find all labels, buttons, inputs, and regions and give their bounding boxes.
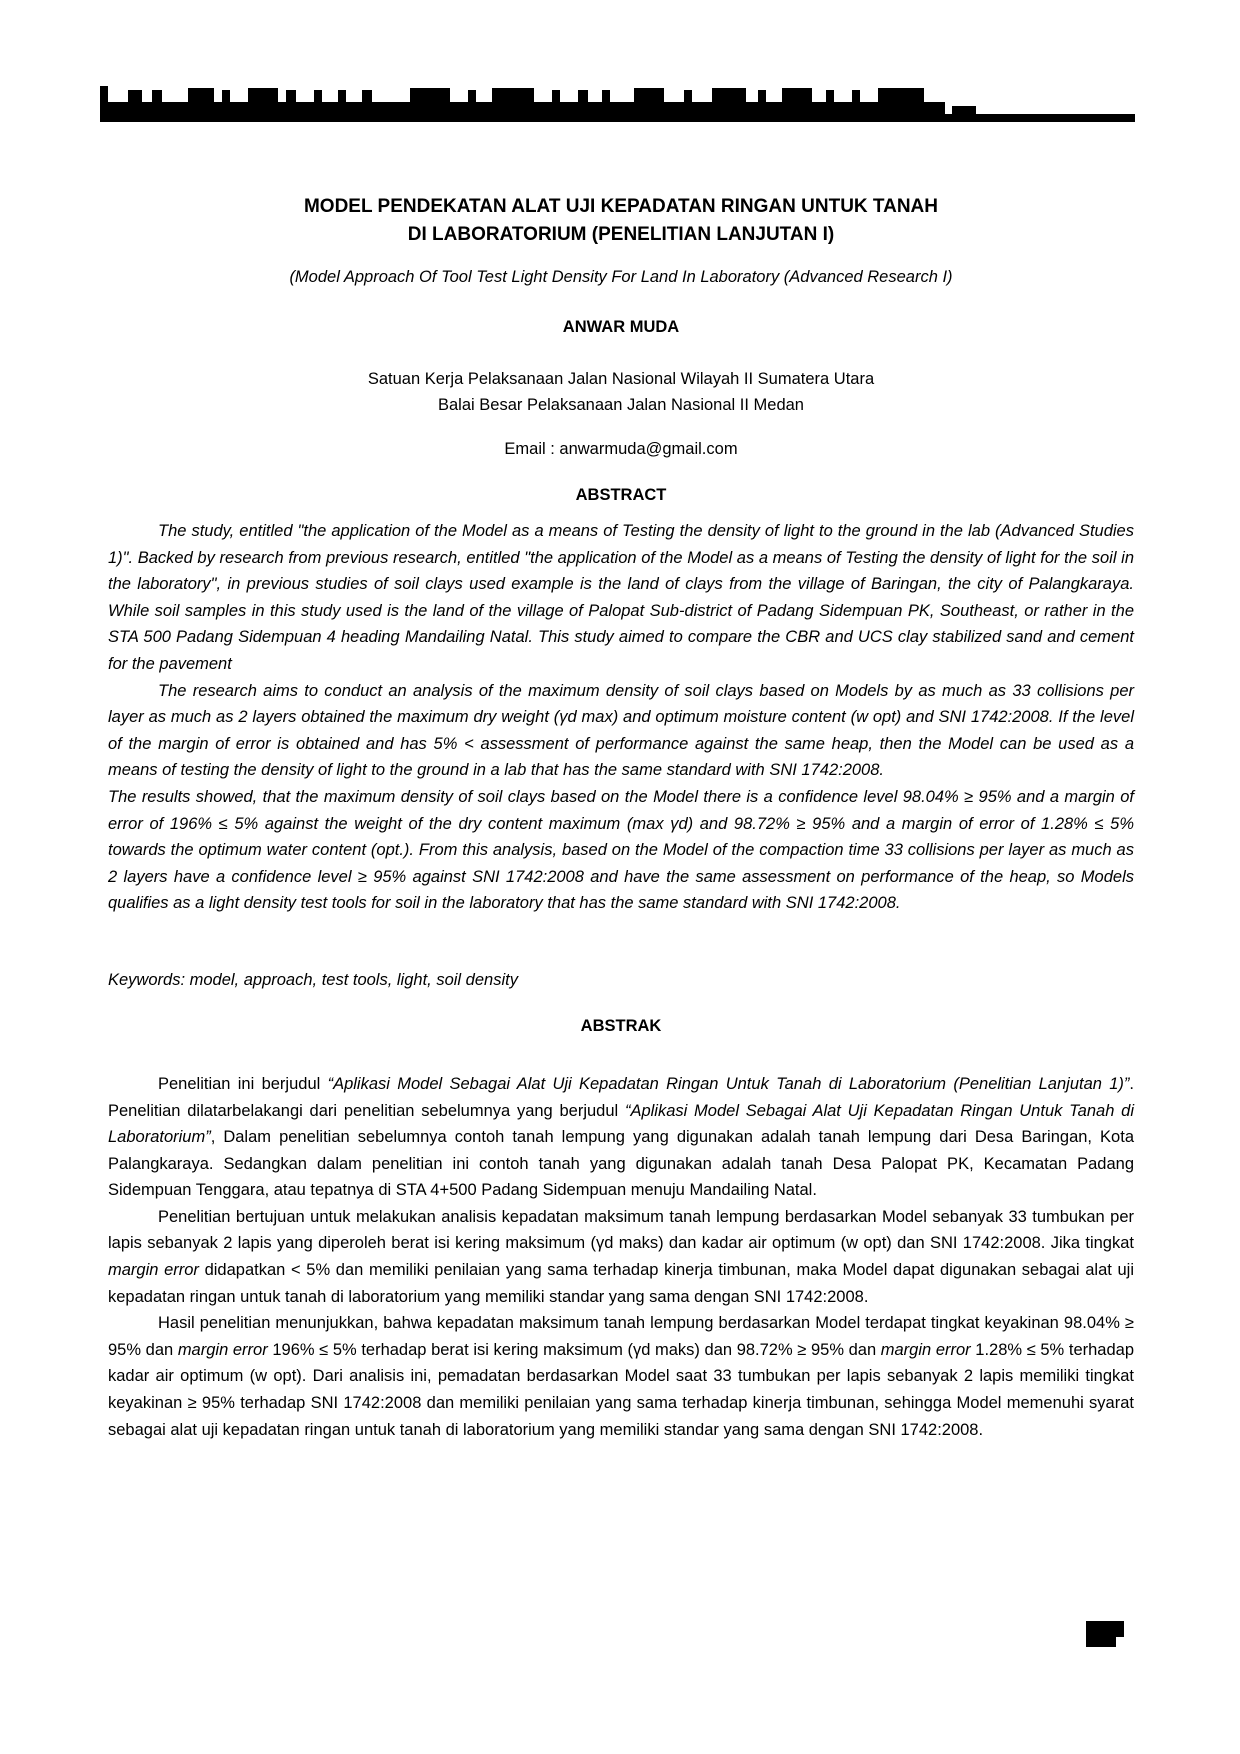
text-run: The research aims to conduct an analysis of the maximum density of soil clays based on Models by as much as 33 collisions per layer as much as 2 layers obtained the maximum dry weight (γd max) and optimum moisture content (w opt) and SNI 1742:2008. If the level of the margin of error is obtained and has 5% < assessment of performance against the same heap, then the Model can be used as a means of testing the density of light to the ground in a lab that has the same standard with SNI 1742:2008. (108, 681, 1134, 780)
text-run: . Penelitian dilatarbelakangi dari penelitian sebelumnya yang berjudul (108, 1074, 1134, 1120)
abstract-english (108, 518, 1134, 917)
text-run: didapatkan < 5% dan memiliki penilaian yang sama terhadap kinerja timbunan, maka Model dapat digunakan sebagai alat uji kepadatan ringan untuk tanah di laboratorium yang memiliki standar yang sama dengan SNI 1742:2008. (108, 1261, 1135, 1306)
article-content (108, 0, 1134, 1443)
text-run: margin error (177, 1340, 268, 1359)
abstrak-heading: ABSTRAK (580, 1016, 662, 1035)
text-run: 1.28% ≤ 5% terhadap kadar air optimum (w opt). Dari analisis ini, pemadatan berdasarkan Model saat 33 tumbukan per lapis sebanyak 2 lapis memiliki tingkat keyakinan ≥ 95% terhadap SNI 1742:2008 dan memiliki penilaian yang sama terhadap kinerja timbunan, sehingga Model memenuhi syarat sebagai alat uji kepadatan ringan untuk tanah di laboratorium yang memiliki standar yang sama dengan SNI 1742:2008. (108, 1340, 1134, 1439)
text-run: “Aplikasi Model Sebagai Alat Uji Kepadatan Ringan Untuk Tanah di Laboratorium (Penelitian Lanjutan 1)” (327, 1074, 1130, 1093)
text-run: The results showed, that the maximum density of soil clays based on the Model there is a confidence level 98.04% ≥ 95% and a margin of error of 196% ≤ 5% against the weight of the dry content maximum (max γd) and 98.72% ≥ 95% and a margin of error of 1.28% ≤ 5% towards the optimum water content (opt.). From this analysis, based on the Model of the compaction time 33 collisions per layer as much as 2 layers have a confidence level ≥ 95% against SNI 1742:2008 and have the same assessment on performance of the heap, so Models qualifies as a light density test tools for soil in the laboratory that has the same standard with SNI 1742:2008. (108, 787, 1134, 913)
paragraph (108, 1071, 1134, 1204)
paragraph (108, 518, 1134, 678)
affiliation-line2: Balai Besar Pelaksanaan Jalan Nasional II Medan (438, 396, 804, 414)
author-name: ANWAR MUDA (562, 318, 680, 336)
article-subtitle-english: (Model Approach Of Tool Test Light Density For Land In Laboratory (Advanced Research I) (289, 268, 953, 286)
paragraph (108, 1310, 1134, 1443)
keywords-line: Keywords: model, approach, test tools, light, soil density (108, 970, 518, 989)
text-run: Penelitian ini berjudul (158, 1074, 328, 1093)
article-title (108, 193, 1134, 249)
abstract-heading: ABSTRACT (575, 486, 667, 504)
text-run: margin error (880, 1340, 971, 1359)
text-run: Penelitian bertujuan untuk melakukan analisis kepadatan maksimum tanah lempung berdasarkan Model sebanyak 33 tumbukan per lapis sebanyak 2 lapis yang diperoleh berat isi kering maksimum (γd maks) dan kadar air optimum (w opt) dan SNI 1742:2008. Jika tingkat (108, 1207, 1134, 1253)
affiliation-line1: Satuan Kerja Pelaksanaan Jalan Nasional Wilayah II Sumatera Utara (367, 370, 875, 388)
redacted-page-number-box (1086, 1621, 1126, 1647)
text-run: The study, entitled "the application of the Model as a means of Testing the density of light to the ground in the lab (Advanced Studies 1)". Backed by research from previous research, entitled "the application of the Model as a means of Testing the density of light for the soil in the laboratory", in previous studies of soil clays used example is the land of clays from the village of Baringan, the city of Palangkaraya. While soil samples in this study used is the land of the village of Palopat Sub-district of Padang Sidempuan PK, Southeast, or rather in the STA 500 Padang Sidempuan 4 heading Mandailing Natal. This study aimed to compare the CBR and UCS clay stabilized sand and cement for the pavement (108, 522, 1134, 673)
paragraph (108, 678, 1134, 784)
article-title-line1: MODEL PENDEKATAN ALAT UJI KEPADATAN RINGAN UNTUK TANAH (303, 196, 938, 217)
text-run: margin error (108, 1261, 199, 1280)
abstract-indonesian (108, 1071, 1134, 1443)
paragraph (108, 1204, 1134, 1310)
text-run: 196% ≤ 5% terhadap berat isi kering maksimum (γd maks) dan 98.72% ≥ 95% dan (267, 1340, 881, 1359)
author-email: Email : anwarmuda@gmail.com (504, 440, 738, 458)
author-affiliation (108, 366, 1134, 418)
text-run: “Aplikasi Model Sebagai Alat Uji Kepadatan Ringan Untuk Tanah di Laboratorium” (108, 1101, 1134, 1147)
article-title-line2: DI LABORATORIUM (PENELITIAN LANJUTAN I) (407, 224, 835, 245)
text-run: , Dalam penelitian sebelumnya contoh tanah lempung yang digunakan adalah tanah lempung dari Desa Baringan, Kota Palangkaraya. Sedangkan dalam penelitian ini contoh tanah yang digunakan adalah tanah Desa Palopat PK, Kecamatan Padang Sidempuan Tenggara, atau tepatnya di STA 4+500 Padang Sidempuan menuju Mandailing Natal. (108, 1128, 1134, 1200)
text-run: Hasil penelitian menunjukkan, bahwa kepadatan maksimum tanah lempung berdasarkan Model terdapat tingkat keyakinan 98.04% ≥ 95% dan (108, 1314, 1134, 1359)
paragraph (108, 784, 1134, 917)
